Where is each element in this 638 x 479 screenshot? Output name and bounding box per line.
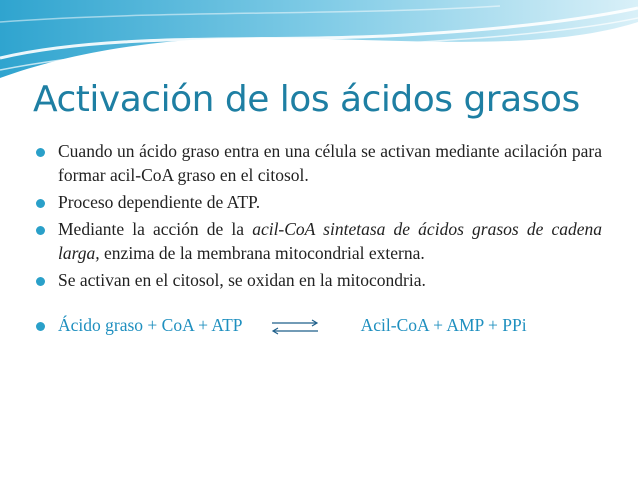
slide-title: Activación de los ácidos grasos [33, 79, 580, 120]
reaction-equation [36, 313, 602, 339]
bullet-dot-icon [36, 199, 45, 208]
bullet-item [36, 190, 602, 214]
bullet-item [36, 268, 602, 292]
header-wave-decoration [0, 0, 638, 80]
bullet-text: Se activan en el citosol, se oxidan en la mitocondria. [58, 270, 426, 290]
bullet-item [36, 217, 602, 265]
bullet-dot-icon [36, 322, 45, 331]
reaction-products: Acil-CoA + AMP + PPi [360, 315, 527, 335]
bullet-dot-icon [36, 148, 45, 157]
reaction-reactants: Ácido graso + CoA + ATP [58, 315, 242, 335]
bullet-text: Proceso dependiente de ATP. [58, 192, 261, 212]
bullet-text: enzima de la membrana mitocondrial externa. [99, 243, 425, 263]
bullet-item [36, 139, 602, 187]
bullet-text: Cuando un ácido graso entra en una célula se activan mediante acilación para formar acil-CoA graso en el citosol. [58, 141, 602, 185]
bullet-dot-icon [36, 226, 45, 235]
enzyme-name: acil-CoA sintetasa de ácidos grasos de cadena larga, [58, 219, 603, 263]
bullet-list [36, 139, 602, 342]
bullet-dot-icon [36, 277, 45, 286]
bullet-text: Mediante la acción de la [58, 219, 253, 239]
equilibrium-arrows-icon [270, 315, 320, 339]
